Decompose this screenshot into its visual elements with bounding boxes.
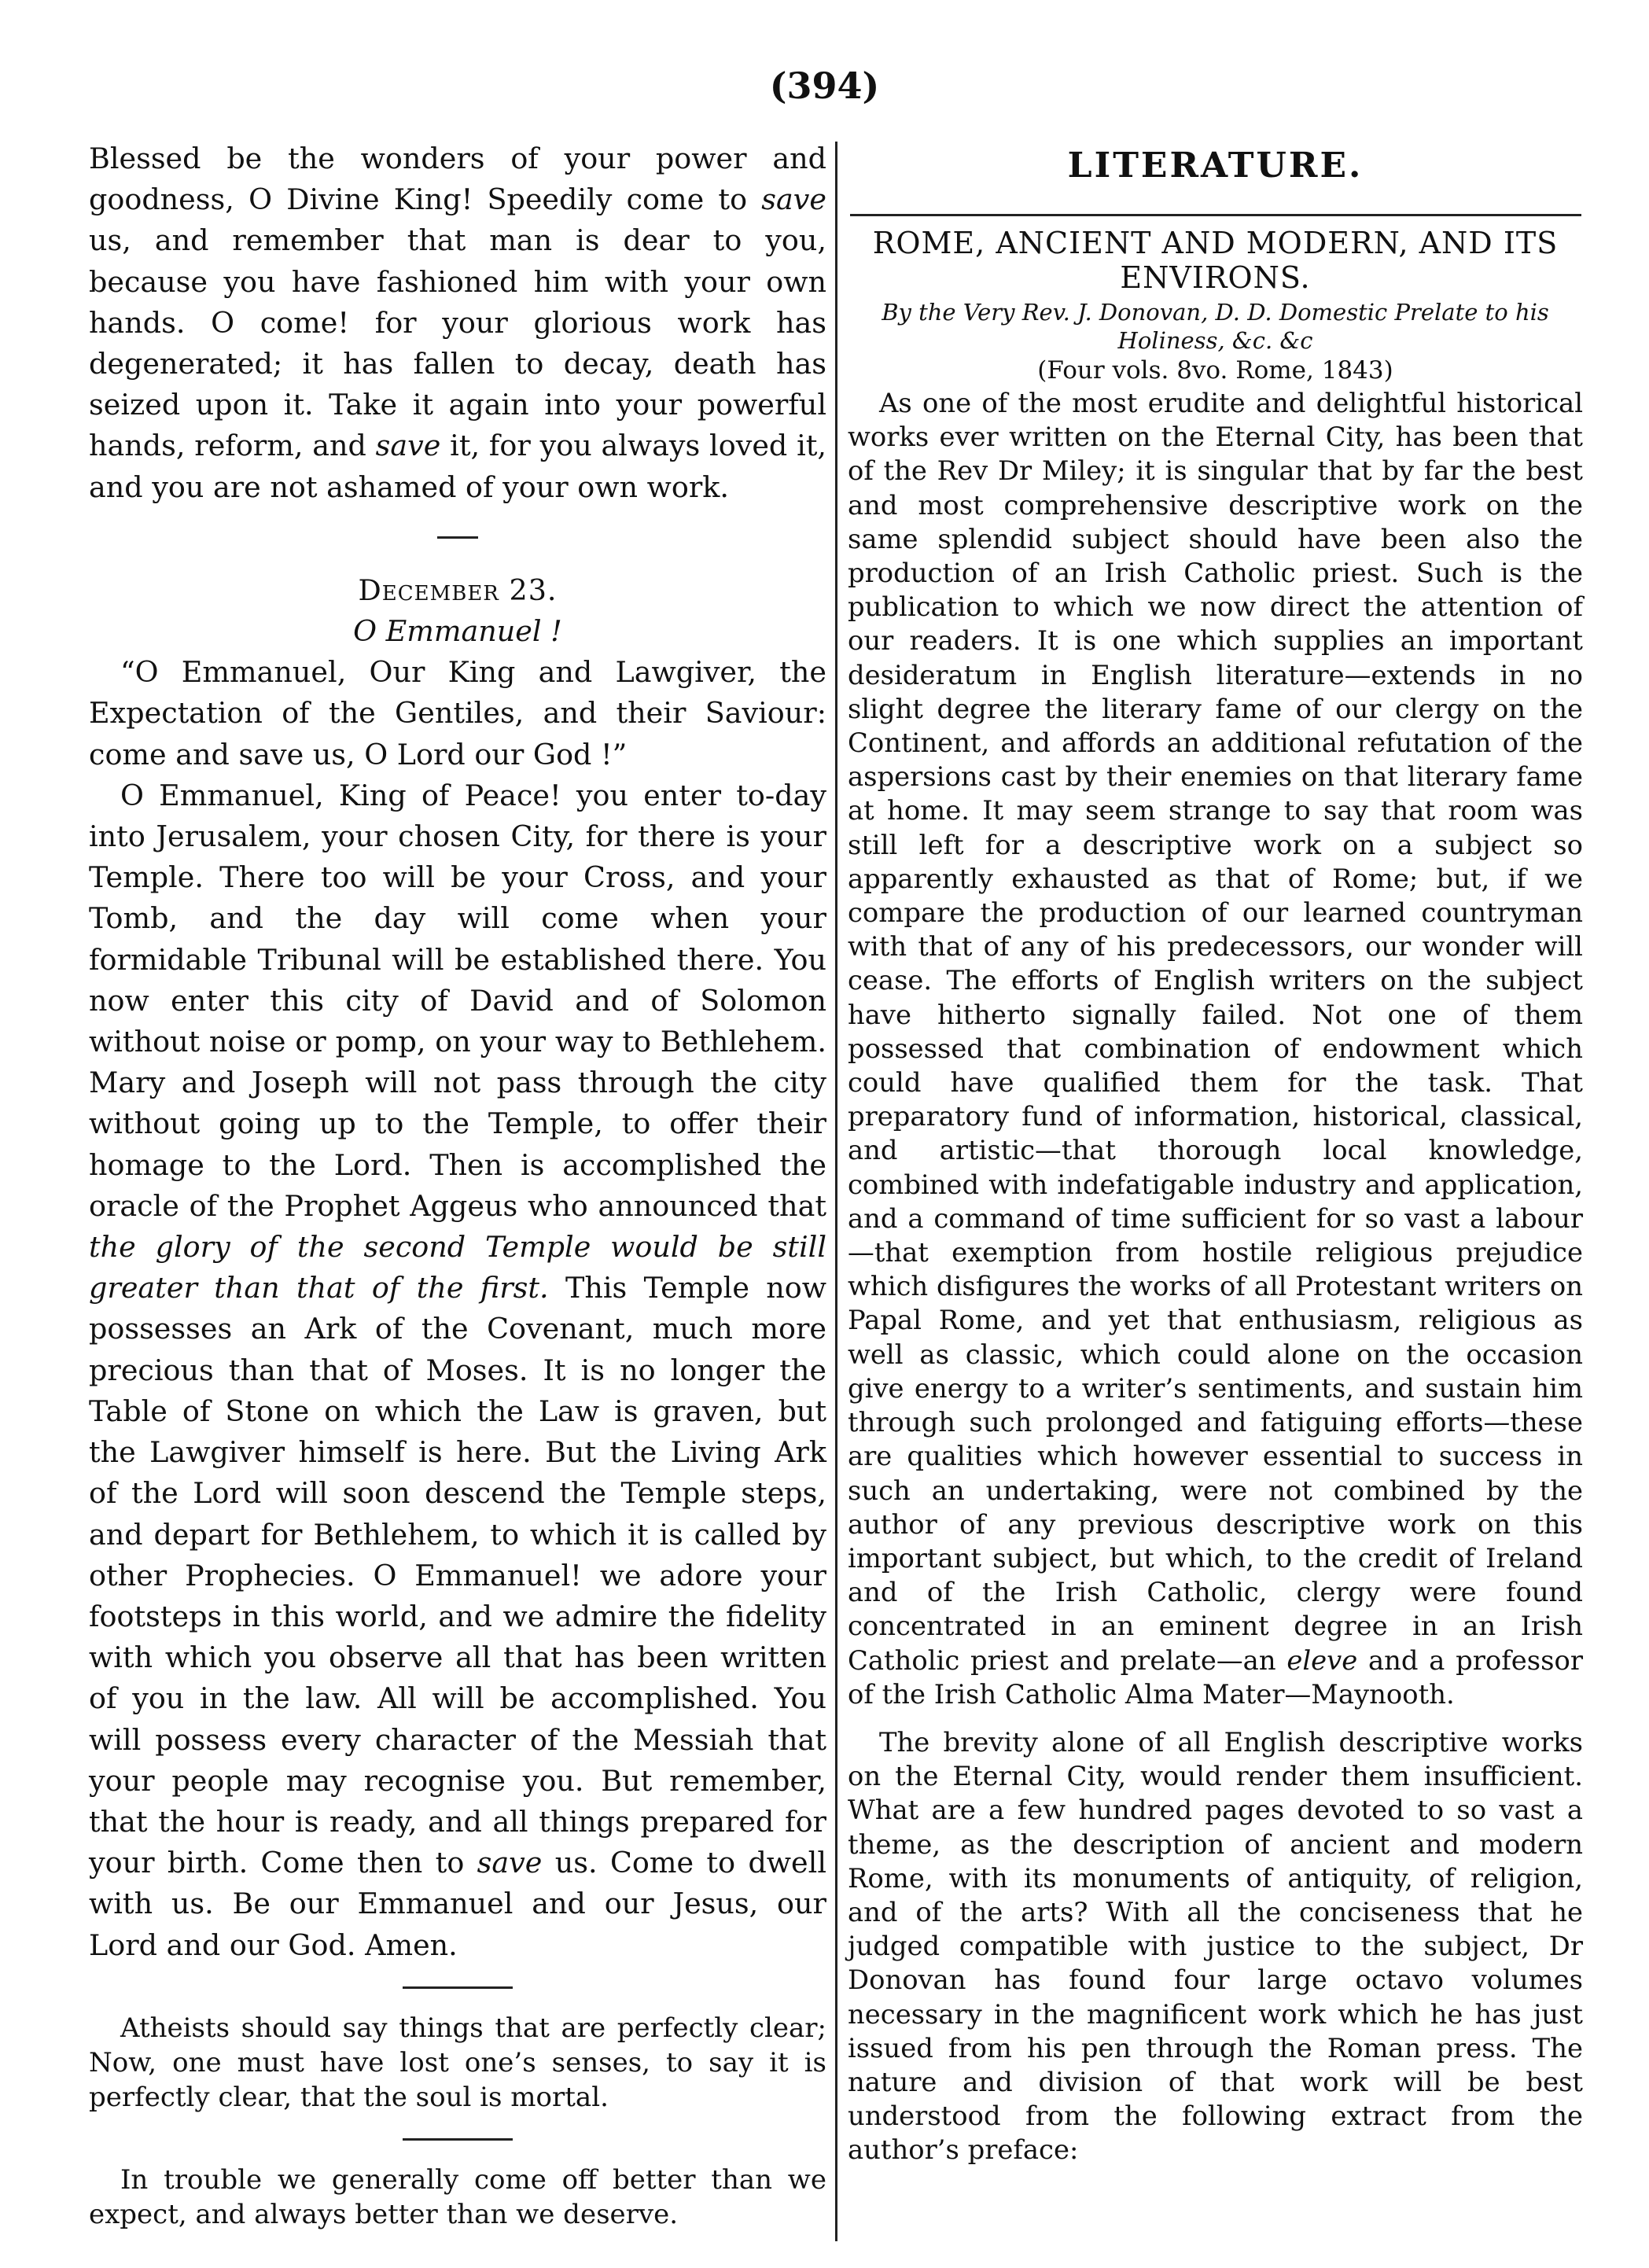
closing-prayer-paragraph: Blessed be the wonders of your power and goodness, O Divine King! Speedily come to save us, and remember that man is dear to you, because you have fashioned him with your own hands. O come! for your glorious work has degenerated; it has fallen to decay, death has seized upon it. Take it again into your powerful hands, reform, and save it, for you always loved it, and you are not ashamed of your own work. — [89, 142, 827, 504]
right-column — [848, 138, 1583, 2167]
epigram-trouble: In trouble we generally come off better than we expect, and always better than we deserve. — [89, 2163, 826, 2230]
antiphon-heading: O Emmanuel ! — [353, 614, 562, 649]
article-title: ROME, ANCIENT AND MODERN, AND ITS ENVIRONS. — [872, 226, 1559, 295]
column-divider — [835, 142, 837, 2241]
meditation-paragraph: O Emmanuel, King of Peace! you enter to-day into Jerusalem, your chosen City, for there is your Temple. There too will be your Cross, and your Tomb, and the day will come when your formidable Tribunal will be established there. You now enter this city of David and of Solomon without noise or pomp, on your way to Bethlehem. Mary and Joseph will not pass through the city without going up to the Temple, to offer their homage to the Lord. Then is accomplished the oracle of the Prophet Aggeus who announced that the glory of the second Temple would be still greater than that of the first. This Temple now possesses an Ark of the Covenant, much more precious than that of Moses. It is no longer the Table of Stone on which the Law is graven, but the Lawgiver himself is here. But the Living Ark of the Lord will soon descend the Temple steps, and depart for Bethlehem, to which it is called by other Prophecies. O Emmanuel! we adore your footsteps in this world, and we admire the fidelity with which you observe all that has been written of you in the law. All will be accomplished. You will possess every character of the Messiah that your people may recognise you. But remember, that the hour is ready, and all things prepared for your birth. Come then to save us. Come to dwell with us. Be our Emmanuel and our Jesus, our Lord and our God. Amen. — [89, 778, 826, 1962]
date-heading: December 23. — [358, 573, 558, 607]
section-divider — [403, 2138, 513, 2141]
article-byline: By the Very Rev. J. Donovan, D. D. Domestic Prelate to his Holiness, &c. &c — [882, 299, 1549, 354]
title-rule — [850, 214, 1581, 216]
edition-note: (Four vols. 8vo. Rome, 1843) — [1037, 356, 1393, 385]
section-title: LITERATURE. — [1067, 145, 1364, 186]
review-paragraph: The brevity alone of all English descriptive works on the Eternal City, would render them insufficient. What are a few hundred pages devoted to so vast a theme, as the description of ancient and modern Rome, with its monuments of antiquity, of religion, and of the arts? With all the conciseness that he judged compatible with justice to the subject, Dr Donovan has found four large octavo volumes necessary in the magnificent work which he has just issued from his pen through the Roman press. The nature and division of that work will be best understood from the following extract from the author’s preface: — [848, 1726, 1583, 2166]
section-divider — [437, 536, 478, 539]
left-column — [89, 138, 826, 2232]
antiphon-text: “O Emmanuel, Our King and Lawgiver, the Expectation of the Gentiles, and their Saviour: come and save us, O Lord our God !” — [89, 655, 826, 771]
epigram-atheists: Atheists should say things that are perfectly clear; Now, one must have lost one’s senses, to say it is perfectly clear, that the soul is mortal. — [89, 2012, 826, 2113]
page-number: (394) — [769, 64, 880, 107]
section-divider — [403, 1986, 513, 1989]
review-paragraph: As one of the most erudite and delightful historical works ever written on the Eternal City, has been that of the Rev Dr Miley; it is singular that by far the best and most comprehensive descriptive work on the same splendid subject should have been also the production of an Irish Catholic priest. Such is the publication to which we now direct the attention of our readers. It is one which supplies an important desideratum in English literature—extends in no slight degree the literary fame of our clergy on the Continent, and affords an additional refutation of the aspersions cast by their enemies on that literary fame at home. It may seem strange to say that room was still left for a descriptive work on a subject so apparently exhausted as that of Rome; but, if we compare the production of our learned countryman with that of any of his predecessors, our wonder will cease. The efforts of English writers on the subject have hitherto signally failed. Not one of them possessed that combination of endowment which could have qualified them for the task. That preparatory fund of information, historical, classical, and artistic—that thorough local knowledge, combined with indefatigable industry and application, and a command of time sufficient for so vast a labour—that exemption from hostile religious prejudice which disfigures the works of all Protestant writers on Papal Rome, and yet that enthusiasm, religious as well as classic, which could alone on the occasion give energy to a writer’s sentiments, and sustain him through such prolonged and fatiguing efforts—these are qualities which however essential to success in such an undertaking, were not combined by the author of any previous descriptive work on this important subject, but which, to the credit of Ireland and of the Irish Catholic, clergy were found concentrated in an eminent degree in an Irish Catholic priest and prelate—an eleve and a professor of the Irish Catholic Alma Mater—Maynooth. — [848, 388, 1583, 1710]
